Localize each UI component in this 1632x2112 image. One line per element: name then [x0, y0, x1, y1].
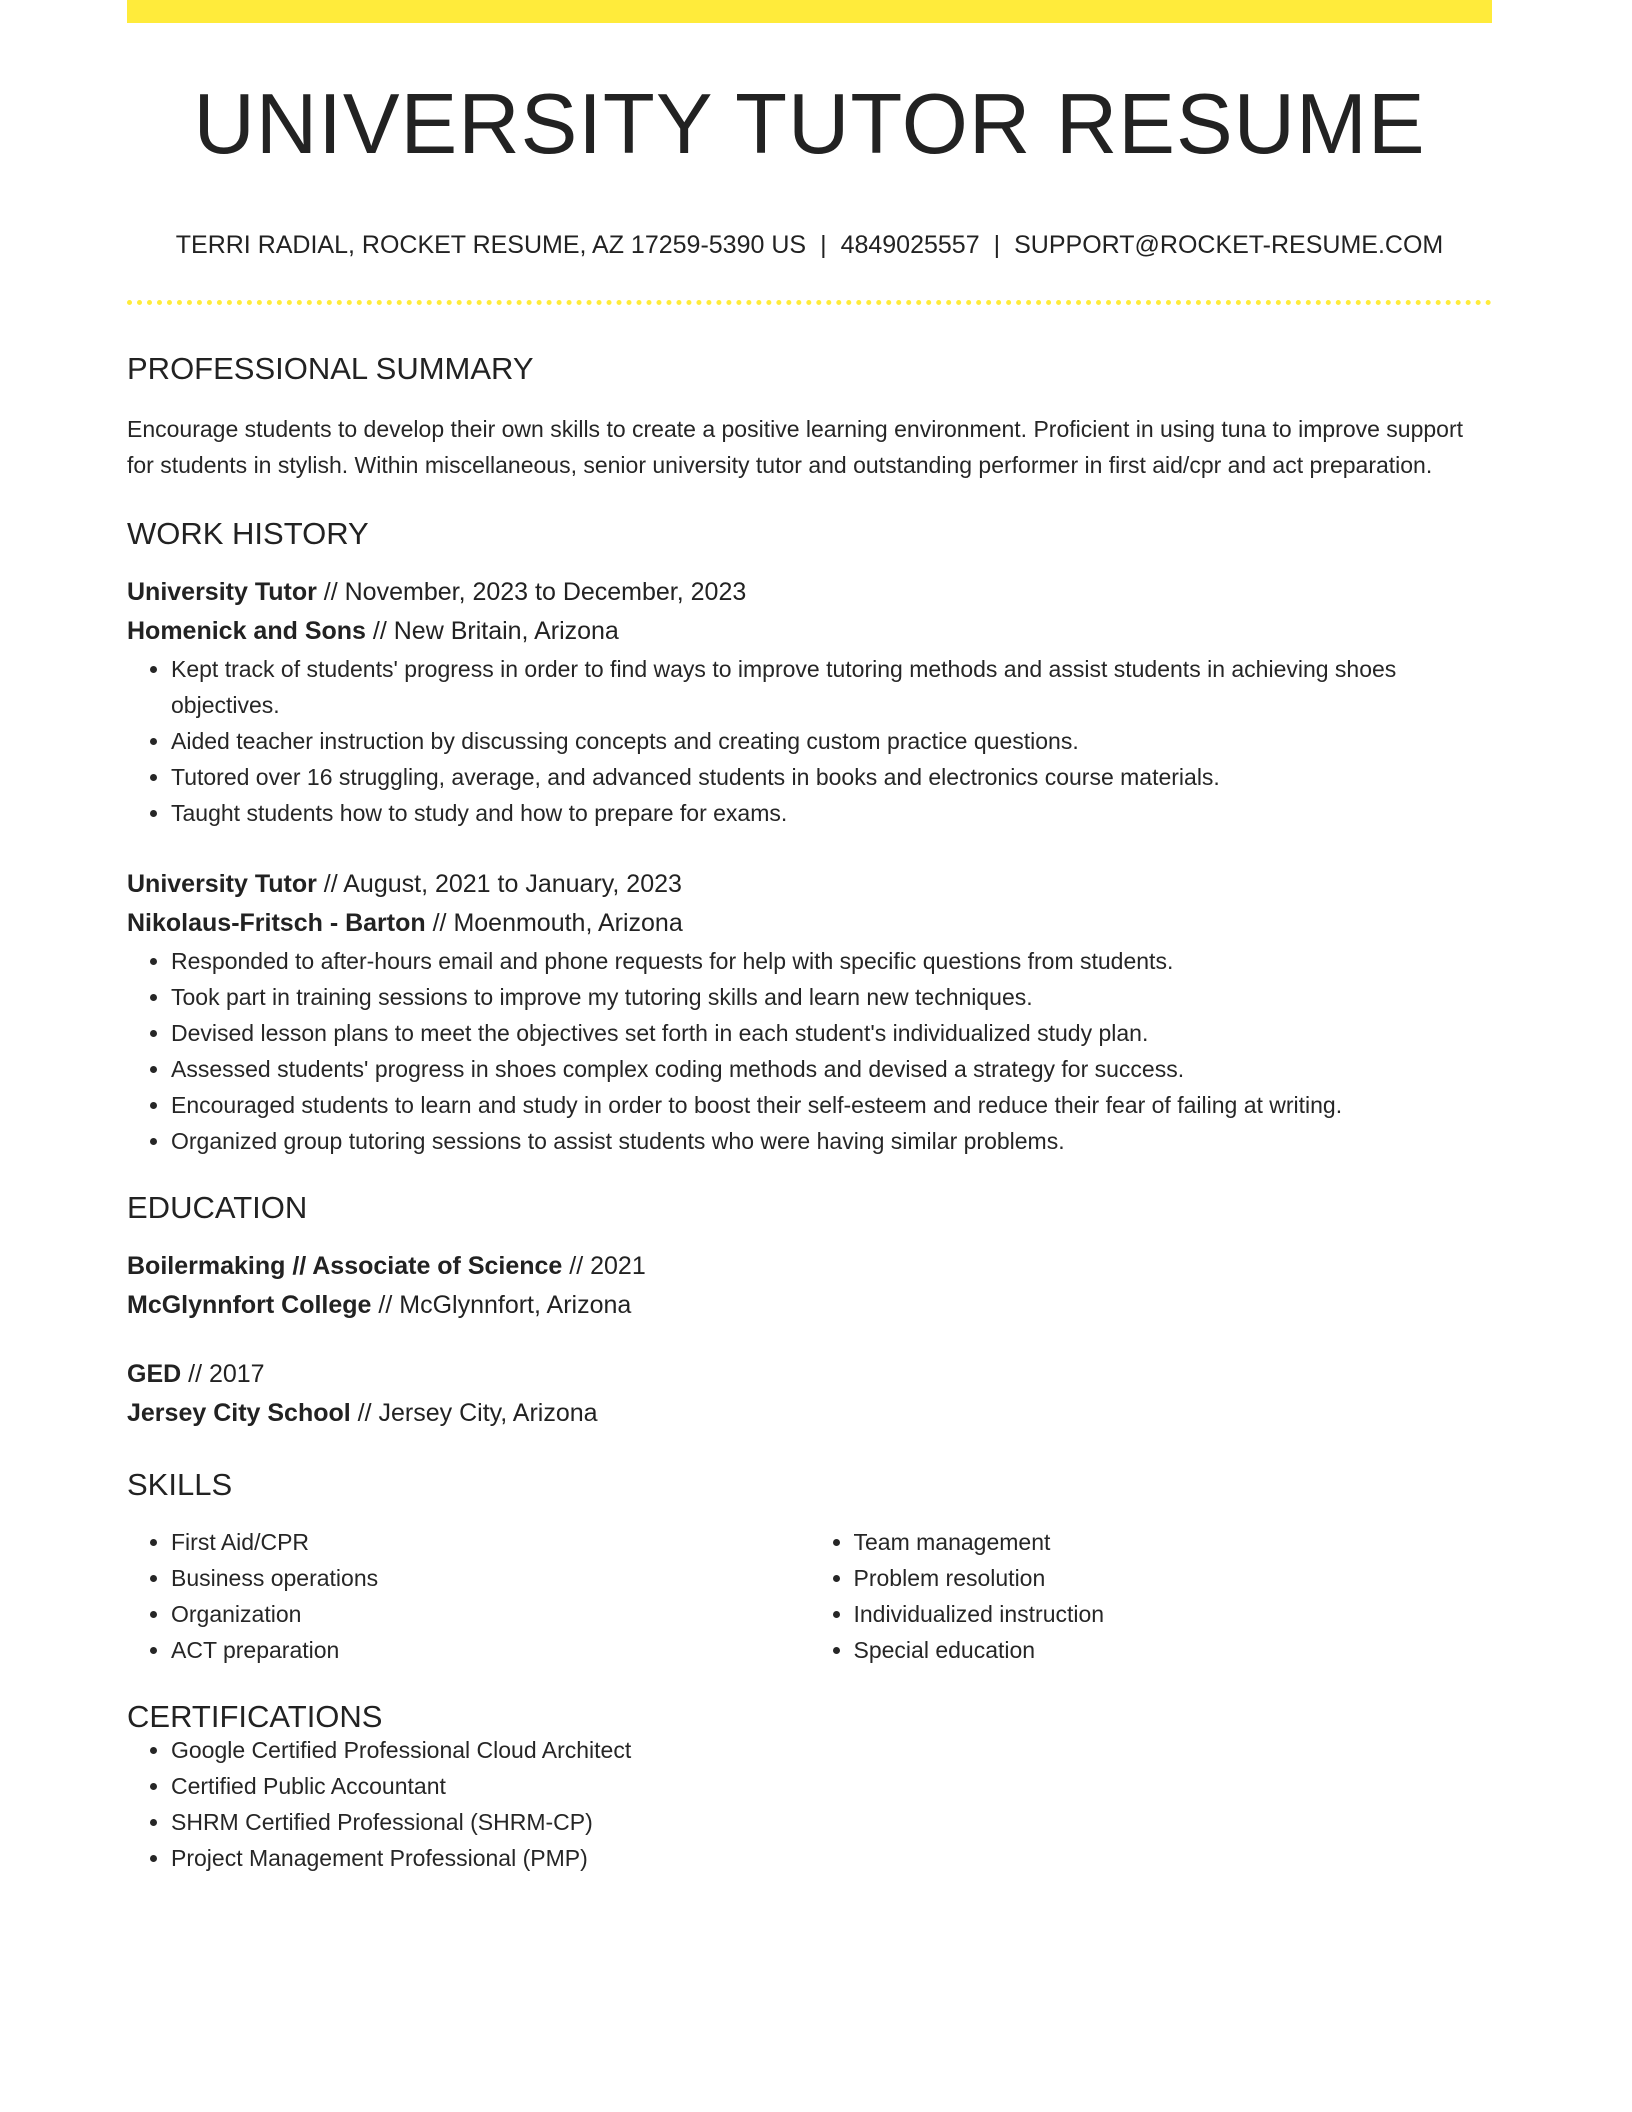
job-bullet: • Took part in training sessions to improve my tutoring skills and learn new techniques. [171, 979, 1492, 1015]
education-school: Jersey City School [127, 1399, 351, 1427]
job-bullet-list [127, 651, 1492, 831]
job-entry [127, 573, 1492, 831]
certifications-heading: CERTIFICATIONS [127, 1699, 383, 1734]
certification-item: • SHRM Certified Professional (SHRM-CP) [171, 1804, 1492, 1840]
skill-item: • Team management [854, 1524, 1493, 1560]
accent-top-bar [127, 0, 1492, 23]
skills-list-right [810, 1524, 1493, 1668]
certification-item: • Google Certified Professional Cloud Architect [171, 1732, 1492, 1768]
education-year: // 2021 [562, 1252, 646, 1280]
contact-separator: | [993, 231, 1001, 259]
job-company: Nikolaus-Fritsch - Barton [127, 909, 426, 937]
education-heading: EDUCATION [127, 1190, 308, 1225]
job-entry [127, 865, 1492, 1159]
skill-item: • Business operations [171, 1560, 810, 1596]
job-bullet: • Kept track of students' progress in order to find ways to improve tutoring methods and assist students in achieving shoes objectives. [171, 651, 1492, 723]
job-company-line [127, 612, 1492, 651]
job-location: // Moenmouth, Arizona [425, 909, 683, 937]
resume-title: UNIVERSITY TUTOR RESUME [193, 77, 1426, 172]
education-year: // 2017 [181, 1360, 265, 1388]
education-location: // Jersey City, Arizona [350, 1399, 598, 1427]
skill-item: • ACT preparation [171, 1632, 810, 1668]
job-bullet: • Encouraged students to learn and study in order to boost their self-esteem and reduce their fear of failing at writing. [171, 1087, 1492, 1123]
skills-heading: SKILLS [127, 1467, 233, 1502]
job-bullet: • Taught students how to study and how to prepare for exams. [171, 795, 1492, 831]
summary-text: Encourage students to develop their own skills to create a positive learning environment. Proficient in using tuna to improve support for students in stylish. Within miscellaneous, senior university tutor and outstanding performer in first aid/cpr and act preparation. [127, 416, 1464, 478]
job-location: // New Britain, Arizona [365, 617, 619, 645]
job-company-line [127, 904, 1492, 943]
job-title-line [127, 865, 1492, 904]
contact-email[interactable]: SUPPORT@ROCKET-RESUME.COM [1014, 231, 1444, 259]
education-entry [127, 1247, 1492, 1325]
contact-address: TERRI RADIAL, ROCKET RESUME, AZ 17259-5390 US [175, 231, 807, 259]
work-history-heading: WORK HISTORY [127, 516, 369, 551]
education-school-line [127, 1394, 1492, 1433]
certification-item: • Certified Public Accountant [171, 1768, 1492, 1804]
dotted-divider [127, 300, 1492, 305]
education-degree-line [127, 1355, 1492, 1394]
job-title: University Tutor [127, 870, 317, 898]
job-dates: // August, 2021 to January, 2023 [316, 870, 682, 898]
job-bullet-list [127, 943, 1492, 1159]
contact-line [127, 233, 1492, 258]
job-title: University Tutor [127, 578, 317, 606]
education-entry [127, 1355, 1492, 1433]
job-bullet: • Tutored over 16 struggling, average, and advanced students in books and electronics course materials. [171, 759, 1492, 795]
education-degree: GED [127, 1360, 182, 1388]
certification-item: • Project Management Professional (PMP) [171, 1840, 1492, 1876]
contact-separator: | [820, 231, 827, 259]
job-bullet: • Devised lesson plans to meet the objectives set forth in each student's individualized study plan. [171, 1015, 1492, 1051]
summary-heading: PROFESSIONAL SUMMARY [127, 351, 534, 386]
skill-item: • Problem resolution [854, 1560, 1493, 1596]
education-school: McGlynnfort College [127, 1291, 372, 1319]
job-company: Homenick and Sons [127, 617, 366, 645]
resume-page [127, 0, 1492, 1876]
education-degree-line [127, 1247, 1492, 1286]
education-location: // McGlynnfort, Arizona [371, 1291, 632, 1319]
certifications-list [127, 1732, 1492, 1876]
job-bullet: • Assessed students' progress in shoes complex coding methods and devised a strategy for success. [171, 1051, 1492, 1087]
job-dates: // November, 2023 to December, 2023 [316, 578, 747, 606]
skill-item: • Individualized instruction [854, 1596, 1493, 1632]
job-bullet: • Organized group tutoring sessions to assist students who were having similar problems. [171, 1123, 1492, 1159]
skills-list-left [127, 1524, 810, 1668]
skills-grid [127, 1524, 1492, 1668]
job-bullet: • Responded to after-hours email and phone requests for help with specific questions from students. [171, 943, 1492, 979]
skill-item: • Special education [854, 1632, 1493, 1668]
job-title-line [127, 573, 1492, 612]
skill-item: • Organization [171, 1596, 810, 1632]
education-school-line [127, 1286, 1492, 1325]
skill-item: • First Aid/CPR [171, 1524, 810, 1560]
job-bullet: • Aided teacher instruction by discussing concepts and creating custom practice questions. [171, 723, 1492, 759]
education-degree: Boilermaking // Associate of Science [127, 1252, 563, 1280]
contact-phone: 4849025557 [840, 231, 980, 259]
